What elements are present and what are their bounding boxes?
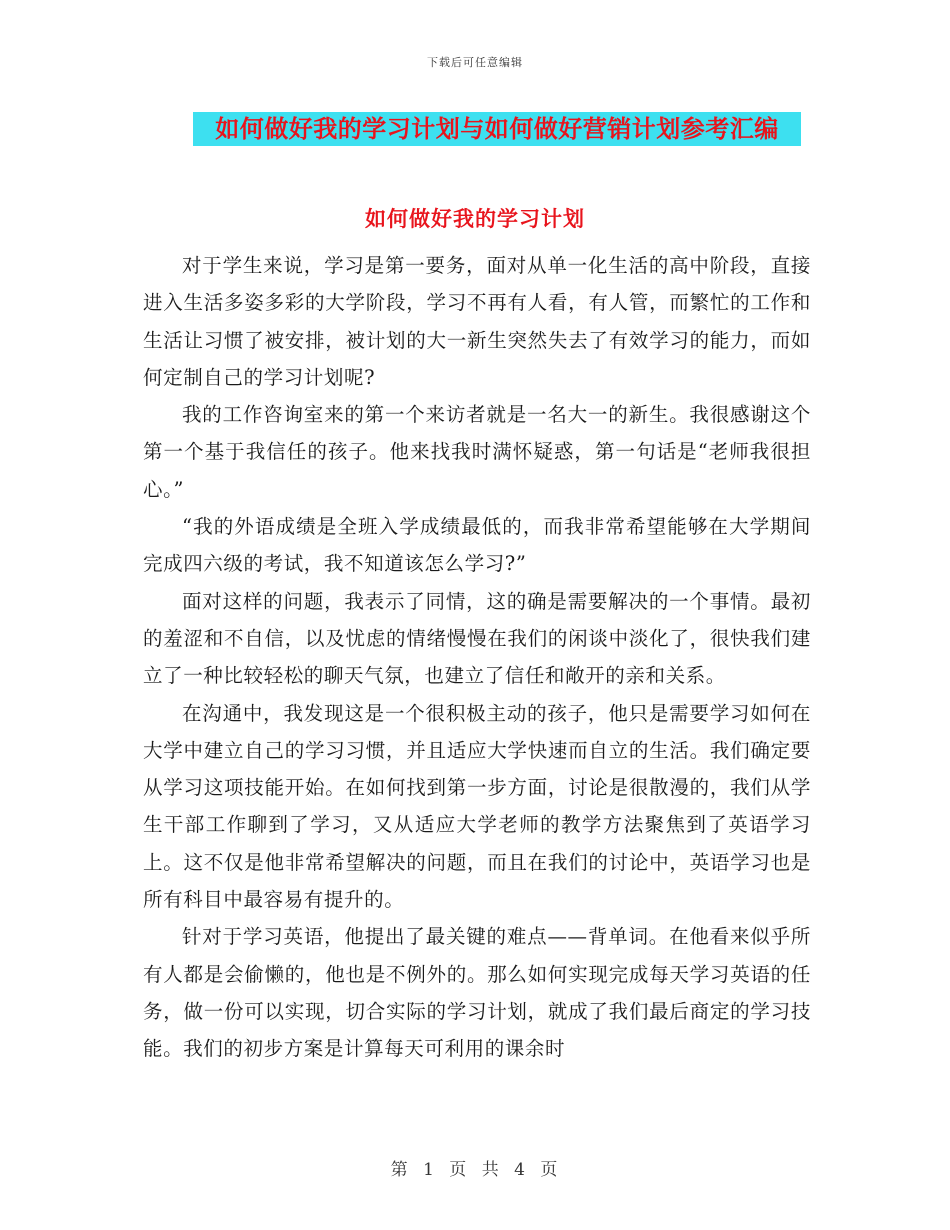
paragraph: 对于学生来说，学习是第一要务，面对从单一化生活的高中阶段，直接进入生活多姿多彩的大学阶段，学习不再有人看，有人管，而繁忙的工作和生活让习惯了被安排，被计划的大一新生突然失去了有效学习的能力，而如何定制自己的学习计划呢? <box>143 254 811 389</box>
paragraph: 在沟通中，我发现这是一个很积极主动的孩子，他只是需要学习如何在大学中建立自己的学习习惯，并且适应大学快速而自立的生活。我们确定要从学习这项技能开始。在如何找到第一步方面，讨论是很散漫的，我们从学生干部工作聊到了学习，又从适应大学老师的教学方法聚焦到了英语学习上。这不仅是他非常希望解决的问题，而且在我们的讨论中，英语学习也是所有科目中最容易有提升的。 <box>143 701 811 912</box>
document-title-highlight <box>193 112 801 146</box>
section-title: 如何做好我的学习计划 <box>365 206 585 231</box>
document-title: 如何做好我的学习计划与如何做好营销计划参考汇编 <box>215 114 779 143</box>
paragraph: 面对这样的问题，我表示了同情，这的确是需要解决的一个事情。最初的羞涩和不自信，以及忧虑的情绪慢慢在我们的闲谈中淡化了，很快我们建立了一种比较轻松的聊天气氛，也建立了信任和敞开的亲和关系。 <box>143 589 811 688</box>
page-footer: 第 1 页 共 4 页 <box>390 1160 560 1180</box>
body-text <box>143 247 811 1068</box>
paragraph: 针对于学习英语，他提出了最关键的难点——背单词。在他看来似乎所有人都是会偷懒的，他也是不例外的。那么如何实现完成每天学习英语的任务，做一份可以实现，切合实际的学习计划，就成了我们最后商定的学习技能。我们的初步方案是计算每天可利用的课余时 <box>143 925 811 1061</box>
header-note: 下载后可任意编辑 <box>427 56 523 69</box>
paragraph: 我的工作咨询室来的第一个来访者就是一名大一的新生。我很感谢这个第一个基于我信任的孩子。他来找我时满怀疑惑，第一句话是“老师我很担心。” <box>143 403 811 501</box>
paragraph: “我的外语成绩是全班入学成绩最低的，而我非常希望能够在大学期间完成四六级的考试，我不知道该怎么学习?” <box>143 515 811 576</box>
